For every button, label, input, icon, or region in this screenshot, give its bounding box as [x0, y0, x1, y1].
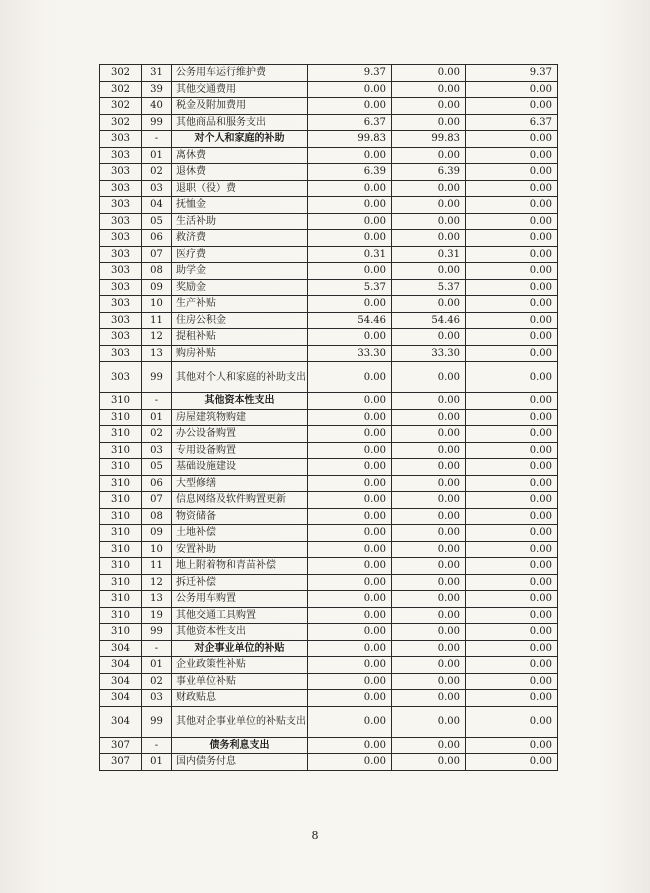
category-row: [100, 640, 558, 657]
total-cell: 0.00: [308, 213, 392, 230]
category-row: [100, 131, 558, 148]
basic-expenditure-cell: 0.00: [392, 706, 466, 737]
item-code-cell: 99: [142, 624, 172, 641]
class-code-cell: 303: [100, 164, 142, 181]
table-row: [100, 673, 558, 690]
class-code-cell: 302: [100, 98, 142, 115]
item-code-cell: 02: [142, 673, 172, 690]
total-cell: 0.00: [308, 574, 392, 591]
project-expenditure-cell: 0.00: [466, 296, 558, 313]
project-expenditure-cell: 0.00: [466, 657, 558, 674]
item-name-cell: 税金及附加费用: [172, 98, 308, 115]
item-name-cell: 事业单位补贴: [172, 673, 308, 690]
total-cell: 0.00: [308, 459, 392, 476]
class-code-cell: 307: [100, 754, 142, 771]
class-code-cell: 302: [100, 81, 142, 98]
project-expenditure-cell: 0.00: [466, 754, 558, 771]
total-cell: 0.00: [308, 541, 392, 558]
class-code-cell: 310: [100, 393, 142, 410]
project-expenditure-cell: 0.00: [466, 329, 558, 346]
project-expenditure-cell: 0.00: [466, 525, 558, 542]
item-code-cell: 04: [142, 197, 172, 214]
basic-expenditure-cell: 0.00: [392, 690, 466, 707]
item-name-cell: 财政贴息: [172, 690, 308, 707]
class-code-cell: 310: [100, 541, 142, 558]
basic-expenditure-cell: 0.00: [392, 409, 466, 426]
basic-expenditure-cell: 0.00: [392, 329, 466, 346]
total-cell: 0.00: [308, 81, 392, 98]
table-row: [100, 409, 558, 426]
item-code-cell: 12: [142, 329, 172, 346]
basic-expenditure-cell: 0.00: [392, 114, 466, 131]
item-name-cell: 其他交通工具购置: [172, 607, 308, 624]
item-code-cell: -: [142, 393, 172, 410]
category-row: [100, 393, 558, 410]
table-row: [100, 706, 558, 737]
basic-expenditure-cell: 0.00: [392, 213, 466, 230]
total-cell: 0.00: [308, 737, 392, 754]
basic-expenditure-cell: 33.30: [392, 345, 466, 362]
item-code-cell: 02: [142, 164, 172, 181]
class-code-cell: 303: [100, 131, 142, 148]
project-expenditure-cell: 0.00: [466, 263, 558, 280]
item-code-cell: -: [142, 131, 172, 148]
class-code-cell: 310: [100, 492, 142, 509]
basic-expenditure-cell: 0.00: [392, 737, 466, 754]
total-cell: 0.31: [308, 246, 392, 263]
table-row: [100, 508, 558, 525]
basic-expenditure-cell: 0.00: [392, 475, 466, 492]
basic-expenditure-cell: 0.00: [392, 673, 466, 690]
basic-expenditure-cell: 0.00: [392, 393, 466, 410]
item-name-cell: 购房补贴: [172, 345, 308, 362]
total-cell: 0.00: [308, 624, 392, 641]
total-cell: 33.30: [308, 345, 392, 362]
item-name-cell: 提租补贴: [172, 329, 308, 346]
project-expenditure-cell: 0.00: [466, 409, 558, 426]
total-cell: 0.00: [308, 706, 392, 737]
item-name-cell: 医疗费: [172, 246, 308, 263]
basic-expenditure-cell: 0.00: [392, 180, 466, 197]
total-cell: 0.00: [308, 426, 392, 443]
table-row: [100, 329, 558, 346]
basic-expenditure-cell: 0.00: [392, 147, 466, 164]
basic-expenditure-cell: 0.31: [392, 246, 466, 263]
table-row: [100, 459, 558, 476]
item-code-cell: 03: [142, 690, 172, 707]
table-row: [100, 591, 558, 608]
table-row: [100, 114, 558, 131]
class-code-cell: 310: [100, 624, 142, 641]
table-row: [100, 164, 558, 181]
table-row: [100, 607, 558, 624]
project-expenditure-cell: 0.00: [466, 197, 558, 214]
item-name-cell: 退职（役）费: [172, 180, 308, 197]
class-code-cell: 303: [100, 312, 142, 329]
basic-expenditure-cell: 0.00: [392, 558, 466, 575]
table-row: [100, 754, 558, 771]
project-expenditure-cell: 0.00: [466, 426, 558, 443]
class-code-cell: 310: [100, 525, 142, 542]
total-cell: 0.00: [308, 442, 392, 459]
basic-expenditure-cell: 6.39: [392, 164, 466, 181]
basic-expenditure-cell: 0.00: [392, 230, 466, 247]
item-code-cell: 01: [142, 657, 172, 674]
item-name-cell: 物资储备: [172, 508, 308, 525]
total-cell: 0.00: [308, 329, 392, 346]
basic-expenditure-cell: 0.00: [392, 657, 466, 674]
item-name-cell: 助学金: [172, 263, 308, 280]
table-row: [100, 230, 558, 247]
total-cell: 0.00: [308, 690, 392, 707]
class-code-cell: 310: [100, 459, 142, 476]
item-name-cell: 对个人和家庭的补助: [172, 131, 308, 148]
project-expenditure-cell: 0.00: [466, 213, 558, 230]
project-expenditure-cell: 0.00: [466, 558, 558, 575]
item-name-cell: 拆迁补偿: [172, 574, 308, 591]
page-number: 8: [311, 829, 319, 842]
class-code-cell: 310: [100, 574, 142, 591]
project-expenditure-cell: 0.00: [466, 393, 558, 410]
item-name-cell: 公务用车运行维护费: [172, 65, 308, 82]
item-name-cell: 退休费: [172, 164, 308, 181]
table-row: [100, 65, 558, 82]
total-cell: 0.00: [308, 409, 392, 426]
class-code-cell: 303: [100, 180, 142, 197]
total-cell: 0.00: [308, 362, 392, 393]
item-code-cell: 10: [142, 541, 172, 558]
table-row: [100, 147, 558, 164]
item-name-cell: 奖励金: [172, 279, 308, 296]
project-expenditure-cell: 0.00: [466, 591, 558, 608]
project-expenditure-cell: 6.37: [466, 114, 558, 131]
table-row: [100, 690, 558, 707]
class-code-cell: 310: [100, 508, 142, 525]
item-name-cell: 大型修缮: [172, 475, 308, 492]
basic-expenditure-cell: 54.46: [392, 312, 466, 329]
item-name-cell: 安置补助: [172, 541, 308, 558]
project-expenditure-cell: 0.00: [466, 81, 558, 98]
class-code-cell: 303: [100, 279, 142, 296]
project-expenditure-cell: 0.00: [466, 574, 558, 591]
class-code-cell: 302: [100, 65, 142, 82]
total-cell: 0.00: [308, 657, 392, 674]
item-name-cell: 土地补偿: [172, 525, 308, 542]
item-code-cell: 07: [142, 492, 172, 509]
basic-expenditure-cell: 0.00: [392, 754, 466, 771]
table-row: [100, 525, 558, 542]
project-expenditure-cell: 0.00: [466, 459, 558, 476]
total-cell: 6.37: [308, 114, 392, 131]
item-name-cell: 办公设备购置: [172, 426, 308, 443]
item-name-cell: 地上附着物和青苗补偿: [172, 558, 308, 575]
item-name-cell: 生产补贴: [172, 296, 308, 313]
class-code-cell: 303: [100, 147, 142, 164]
item-name-cell: 其他资本性支出: [172, 624, 308, 641]
basic-expenditure-cell: 0.00: [392, 197, 466, 214]
project-expenditure-cell: 0.00: [466, 475, 558, 492]
item-code-cell: 01: [142, 409, 172, 426]
total-cell: 54.46: [308, 312, 392, 329]
item-code-cell: -: [142, 640, 172, 657]
project-expenditure-cell: 0.00: [466, 737, 558, 754]
project-expenditure-cell: 0.00: [466, 673, 558, 690]
total-cell: 0.00: [308, 673, 392, 690]
item-code-cell: -: [142, 737, 172, 754]
table-row: [100, 574, 558, 591]
item-code-cell: 07: [142, 246, 172, 263]
class-code-cell: 304: [100, 640, 142, 657]
total-cell: 0.00: [308, 525, 392, 542]
item-name-cell: 国内债务付息: [172, 754, 308, 771]
project-expenditure-cell: 0.00: [466, 180, 558, 197]
table-row: [100, 345, 558, 362]
total-cell: 0.00: [308, 263, 392, 280]
table-row: [100, 98, 558, 115]
class-code-cell: 310: [100, 607, 142, 624]
item-code-cell: 05: [142, 213, 172, 230]
item-name-cell: 企业政策性补贴: [172, 657, 308, 674]
class-code-cell: 310: [100, 426, 142, 443]
table-row: [100, 279, 558, 296]
project-expenditure-cell: 0.00: [466, 690, 558, 707]
total-cell: 0.00: [308, 508, 392, 525]
item-code-cell: 08: [142, 508, 172, 525]
class-code-cell: 304: [100, 706, 142, 737]
table-row: [100, 213, 558, 230]
item-code-cell: 01: [142, 754, 172, 771]
item-name-cell: 基础设施建设: [172, 459, 308, 476]
project-expenditure-cell: 0.00: [466, 131, 558, 148]
total-cell: 0.00: [308, 640, 392, 657]
project-expenditure-cell: 0.00: [466, 147, 558, 164]
class-code-cell: 303: [100, 362, 142, 393]
table-row: [100, 541, 558, 558]
item-name-cell: 其他交通费用: [172, 81, 308, 98]
basic-expenditure-cell: 0.00: [392, 525, 466, 542]
item-name-cell: 住房公积金: [172, 312, 308, 329]
table-row: [100, 492, 558, 509]
basic-expenditure-cell: 0.00: [392, 591, 466, 608]
class-code-cell: 303: [100, 329, 142, 346]
item-code-cell: 11: [142, 312, 172, 329]
expenditure-table: [99, 64, 558, 771]
table-row: [100, 296, 558, 313]
item-name-cell: 信息网络及软件购置更新: [172, 492, 308, 509]
project-expenditure-cell: 0.00: [466, 98, 558, 115]
item-code-cell: 12: [142, 574, 172, 591]
basic-expenditure-cell: 5.37: [392, 279, 466, 296]
table-row: [100, 426, 558, 443]
basic-expenditure-cell: 0.00: [392, 492, 466, 509]
basic-expenditure-cell: 0.00: [392, 508, 466, 525]
project-expenditure-cell: 0.00: [466, 230, 558, 247]
item-name-cell: 房屋建筑物购建: [172, 409, 308, 426]
item-name-cell: 债务利息支出: [172, 737, 308, 754]
basic-expenditure-cell: 0.00: [392, 426, 466, 443]
item-name-cell: 其他资本性支出: [172, 393, 308, 410]
class-code-cell: 304: [100, 690, 142, 707]
project-expenditure-cell: 0.00: [466, 164, 558, 181]
total-cell: 0.00: [308, 98, 392, 115]
class-code-cell: 310: [100, 442, 142, 459]
total-cell: 0.00: [308, 591, 392, 608]
total-cell: 0.00: [308, 147, 392, 164]
basic-expenditure-cell: 0.00: [392, 574, 466, 591]
basic-expenditure-cell: 0.00: [392, 541, 466, 558]
total-cell: 99.83: [308, 131, 392, 148]
table-row: [100, 624, 558, 641]
total-cell: 0.00: [308, 230, 392, 247]
item-code-cell: 39: [142, 81, 172, 98]
item-code-cell: 19: [142, 607, 172, 624]
total-cell: 0.00: [308, 393, 392, 410]
item-name-cell: 救济费: [172, 230, 308, 247]
item-code-cell: 13: [142, 591, 172, 608]
project-expenditure-cell: 0.00: [466, 541, 558, 558]
class-code-cell: 310: [100, 591, 142, 608]
item-code-cell: 99: [142, 706, 172, 737]
class-code-cell: 303: [100, 197, 142, 214]
total-cell: 0.00: [308, 558, 392, 575]
table-row: [100, 246, 558, 263]
basic-expenditure-cell: 0.00: [392, 81, 466, 98]
class-code-cell: 310: [100, 558, 142, 575]
project-expenditure-cell: 9.37: [466, 65, 558, 82]
basic-expenditure-cell: 0.00: [392, 442, 466, 459]
table-row: [100, 180, 558, 197]
basic-expenditure-cell: 0.00: [392, 640, 466, 657]
total-cell: 5.37: [308, 279, 392, 296]
category-row: [100, 737, 558, 754]
class-code-cell: 304: [100, 657, 142, 674]
class-code-cell: 303: [100, 263, 142, 280]
item-name-cell: 其他对企事业单位的补贴支出: [172, 706, 308, 737]
total-cell: 0.00: [308, 197, 392, 214]
class-code-cell: 304: [100, 673, 142, 690]
table-row: [100, 362, 558, 393]
item-name-cell: 生活补助: [172, 213, 308, 230]
basic-expenditure-cell: 0.00: [392, 624, 466, 641]
item-name-cell: 其他商品和服务支出: [172, 114, 308, 131]
project-expenditure-cell: 0.00: [466, 442, 558, 459]
item-code-cell: 31: [142, 65, 172, 82]
table-row: [100, 263, 558, 280]
item-code-cell: 11: [142, 558, 172, 575]
total-cell: 0.00: [308, 754, 392, 771]
item-code-cell: 99: [142, 114, 172, 131]
basic-expenditure-cell: 0.00: [392, 362, 466, 393]
item-name-cell: 专用设备购置: [172, 442, 308, 459]
basic-expenditure-cell: 0.00: [392, 459, 466, 476]
item-code-cell: 06: [142, 230, 172, 247]
item-code-cell: 02: [142, 426, 172, 443]
project-expenditure-cell: 0.00: [466, 706, 558, 737]
item-name-cell: 对企事业单位的补贴: [172, 640, 308, 657]
project-expenditure-cell: 0.00: [466, 640, 558, 657]
table-row: [100, 475, 558, 492]
item-code-cell: 13: [142, 345, 172, 362]
item-name-cell: 离休费: [172, 147, 308, 164]
item-code-cell: 05: [142, 459, 172, 476]
class-code-cell: 303: [100, 345, 142, 362]
basic-expenditure-cell: 0.00: [392, 65, 466, 82]
item-code-cell: 09: [142, 525, 172, 542]
project-expenditure-cell: 0.00: [466, 312, 558, 329]
project-expenditure-cell: 0.00: [466, 345, 558, 362]
total-cell: 0.00: [308, 180, 392, 197]
table-row: [100, 442, 558, 459]
project-expenditure-cell: 0.00: [466, 624, 558, 641]
item-code-cell: 08: [142, 263, 172, 280]
item-code-cell: 06: [142, 475, 172, 492]
basic-expenditure-cell: 0.00: [392, 607, 466, 624]
item-code-cell: 01: [142, 147, 172, 164]
class-code-cell: 303: [100, 246, 142, 263]
project-expenditure-cell: 0.00: [466, 279, 558, 296]
project-expenditure-cell: 0.00: [466, 607, 558, 624]
class-code-cell: 303: [100, 296, 142, 313]
class-code-cell: 303: [100, 213, 142, 230]
item-code-cell: 03: [142, 442, 172, 459]
basic-expenditure-cell: 0.00: [392, 98, 466, 115]
item-code-cell: 09: [142, 279, 172, 296]
item-code-cell: 03: [142, 180, 172, 197]
item-code-cell: 40: [142, 98, 172, 115]
total-cell: 0.00: [308, 492, 392, 509]
item-name-cell: 公务用车购置: [172, 591, 308, 608]
table-row: [100, 657, 558, 674]
total-cell: 0.00: [308, 296, 392, 313]
total-cell: 9.37: [308, 65, 392, 82]
table-row: [100, 558, 558, 575]
table-body: [100, 65, 558, 771]
total-cell: 6.39: [308, 164, 392, 181]
basic-expenditure-cell: 0.00: [392, 296, 466, 313]
table-row: [100, 81, 558, 98]
project-expenditure-cell: 0.00: [466, 362, 558, 393]
project-expenditure-cell: 0.00: [466, 492, 558, 509]
total-cell: 0.00: [308, 475, 392, 492]
total-cell: 0.00: [308, 607, 392, 624]
class-code-cell: 310: [100, 475, 142, 492]
table-row: [100, 312, 558, 329]
class-code-cell: 310: [100, 409, 142, 426]
class-code-cell: 303: [100, 230, 142, 247]
class-code-cell: 307: [100, 737, 142, 754]
table-row: [100, 197, 558, 214]
basic-expenditure-cell: 99.83: [392, 131, 466, 148]
class-code-cell: 302: [100, 114, 142, 131]
item-code-cell: 10: [142, 296, 172, 313]
project-expenditure-cell: 0.00: [466, 246, 558, 263]
item-name-cell: 抚恤金: [172, 197, 308, 214]
project-expenditure-cell: 0.00: [466, 508, 558, 525]
basic-expenditure-cell: 0.00: [392, 263, 466, 280]
item-name-cell: 其他对个人和家庭的补助支出: [172, 362, 308, 393]
item-code-cell: 99: [142, 362, 172, 393]
